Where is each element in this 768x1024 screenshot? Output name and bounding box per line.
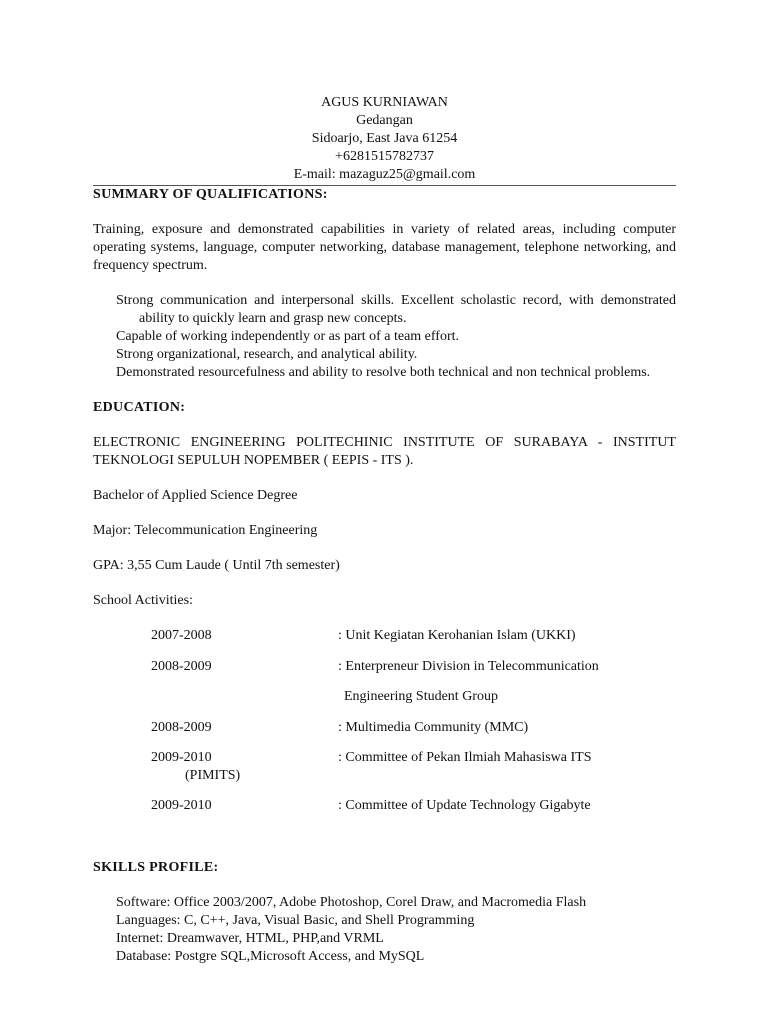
activity-year: 2009-2010 [151,798,212,813]
activity-description: : Committee of Update Technology Gigabyte [338,798,591,813]
gpa-line: GPA: 3,55 Cum Laude ( Until 7th semester) [93,558,340,573]
activities-label: School Activities: [93,593,193,608]
activity-row [93,749,676,767]
phone-number: +6281515782737 [335,149,434,164]
activity-row [93,719,676,737]
list-item: Languages: C, C++, Java, Visual Basic, and Shell Programming [116,913,475,928]
summary-heading: SUMMARY OF QUALIFICATIONS: [93,187,328,202]
activity-year: 2007-2008 [151,628,212,643]
degree-line: Bachelor of Applied Science Degree [93,488,298,503]
activity-description: : Multimedia Community (MMC) [338,720,529,735]
major-line: Major: Telecommunication Engineering [93,523,318,538]
activity-description: : Enterpreneur Division in Telecommunication [338,659,599,674]
activity-row [93,797,676,815]
education-heading: EDUCATION: [93,400,186,415]
contact-header [93,94,676,184]
address-line-1: Gedangan [356,113,413,128]
activity-continuation: Engineering Student Group [344,689,498,704]
activity-description: : Committee of Pekan Ilmiah Mahasiswa ITS [338,750,592,765]
summary-paragraph: Training, exposure and demonstrated capabilities in variety of related areas, including computer operating systems, language, computer networking, database management, telephone networking, and frequency spectrum. [93,222,676,273]
list-item: Database: Postgre SQL,Microsoft Access, and MySQL [116,949,425,964]
activity-row [93,658,676,676]
resume-page [93,94,676,966]
skills-heading: SKILLS PROFILE: [93,860,219,875]
applicant-name: AGUS KURNIAWAN [321,95,448,110]
list-item: Internet: Dreamwaver, HTML, PHP,and VRML [116,931,384,946]
list-item: Strong organizational, research, and analytical ability. [116,347,418,362]
list-item: Strong communication and interpersonal skills. Excellent scholastic record, with demonstrated ability to quickly learn and grasp new concepts. [116,293,676,326]
list-item: Demonstrated resourcefulness and ability to resolve both technical and non technical problems. [116,365,651,380]
email-address: E-mail: mazaguz25@gmail.com [293,167,476,182]
institution-name: ELECTRONIC ENGINEERING POLITECHINIC INSTITUTE OF SURABAYA - INSTITUT TEKNOLOGI SEPULUH NOPEMBER ( EEPIS - ITS ). [93,435,676,468]
skills-list [93,894,676,966]
qualifications-list [93,292,676,382]
address-line-2: Sidoarjo, East Java 61254 [311,131,458,146]
activity-continuation: (PIMITS) [185,768,241,783]
list-item: Capable of working independently or as part of a team effort. [116,329,460,344]
activity-row [93,627,676,645]
activity-year: 2008-2009 [151,659,212,674]
activity-description: : Unit Kegiatan Kerohanian Islam (UKKI) [338,628,576,643]
activity-year: 2009-2010 [151,750,212,765]
activity-year: 2008-2009 [151,720,212,735]
list-item: Software: Office 2003/2007, Adobe Photoshop, Corel Draw, and Macromedia Flash [116,895,587,910]
